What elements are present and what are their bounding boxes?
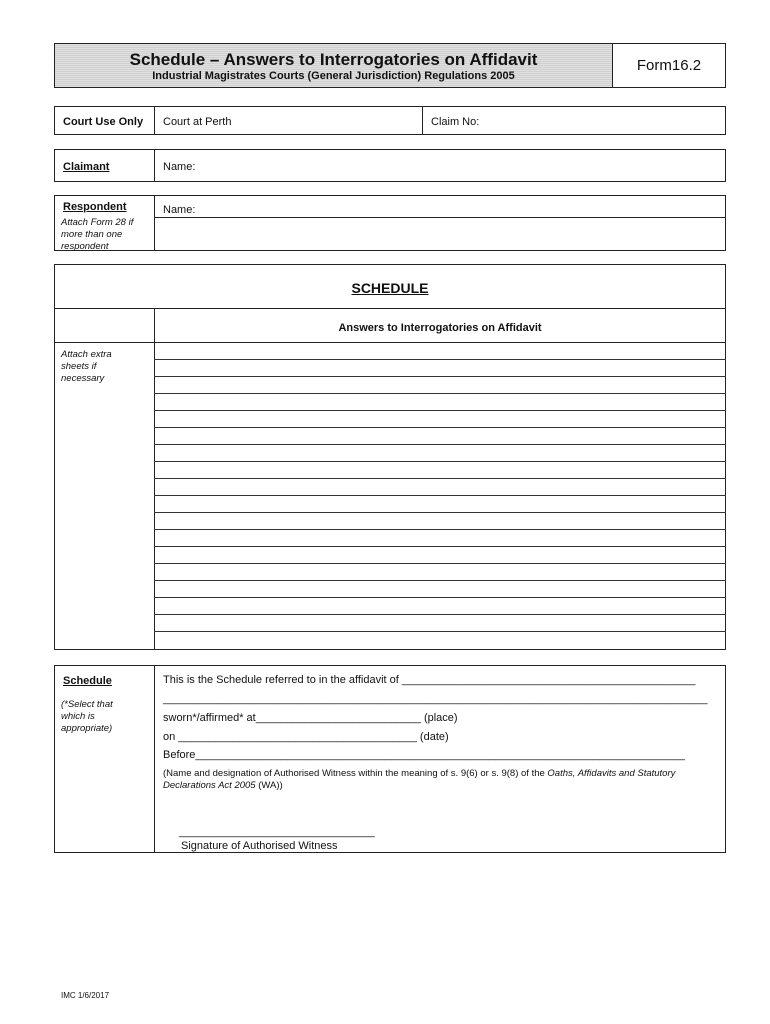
- respondent-note: Attach Form 28 if more than one respondent: [61, 217, 134, 252]
- schedule-heading: SCHEDULE: [351, 280, 429, 296]
- form-subtitle: Industrial Magistrates Courts (General Jurisdiction) Regulations 2005: [152, 70, 515, 82]
- answer-line[interactable]: [154, 529, 726, 530]
- court-use-label: Court Use Only: [63, 116, 144, 128]
- claimant-label: Claimant: [63, 161, 110, 173]
- select-note: (*Select that which is appropriate): [61, 699, 113, 734]
- schedule-label: Schedule: [63, 675, 112, 687]
- answer-line[interactable]: [154, 546, 726, 547]
- affidavit-continuation-line[interactable]: _________________________________________________________________________________________: [163, 693, 708, 705]
- before-line[interactable]: Before________________________________________________________________________________: [163, 749, 685, 761]
- answer-lines[interactable]: [154, 343, 726, 648]
- answer-line[interactable]: [154, 393, 726, 394]
- answer-line[interactable]: [154, 410, 726, 411]
- answer-line[interactable]: [154, 512, 726, 513]
- form-title: Schedule – Answers to Interrogatories on Affidavit: [129, 50, 538, 69]
- sworn-at-line[interactable]: sworn*/affirmed* at___________________________ (place): [163, 712, 458, 724]
- answer-line[interactable]: [154, 359, 726, 360]
- answer-line[interactable]: [154, 580, 726, 581]
- form-code: IMC 1/6/2017: [61, 991, 110, 1000]
- witness-note-start: (Name and designation of Authorised Witness within the meaning of s. 9(6) or s. 9(8) of the: [163, 768, 548, 779]
- answer-line[interactable]: [154, 631, 726, 632]
- answer-line[interactable]: [154, 597, 726, 598]
- court-use-row: [54, 106, 726, 135]
- claim-number-field[interactable]: Claim No:: [431, 116, 480, 128]
- answer-line[interactable]: [154, 478, 726, 479]
- witness-note: [163, 768, 683, 792]
- court-location: Court at Perth: [163, 116, 232, 128]
- answer-line[interactable]: [154, 495, 726, 496]
- form-header: [54, 43, 613, 88]
- witness-note-act: Oaths, Affidavits and Statutory Declarations Act 2005: [163, 768, 676, 791]
- signature-line[interactable]: ________________________________: [179, 826, 375, 838]
- answer-line[interactable]: [154, 444, 726, 445]
- attach-sheets-note: Attach extra sheets if necessary: [61, 349, 112, 384]
- answer-line[interactable]: [154, 614, 726, 615]
- claimant-row: [54, 149, 726, 182]
- claimant-name-field[interactable]: Name:: [163, 161, 196, 173]
- answer-line[interactable]: [154, 563, 726, 564]
- affidavit-of-line[interactable]: This is the Schedule referred to in the affidavit of ________________________________________________: [163, 674, 696, 686]
- respondent-name-field[interactable]: Name:: [163, 204, 196, 216]
- respondent-row: [54, 195, 726, 251]
- answer-line[interactable]: [154, 427, 726, 428]
- declaration-section: [54, 665, 726, 853]
- signature-label: Signature of Authorised Witness: [181, 840, 338, 852]
- answer-line[interactable]: [154, 376, 726, 377]
- answer-line[interactable]: [154, 461, 726, 462]
- witness-note-end: (WA)): [255, 780, 283, 791]
- schedule-subheading: Answers to Interrogatories on Affidavit: [338, 322, 542, 334]
- form-number: Form16.2: [612, 43, 726, 88]
- respondent-label: Respondent: [63, 201, 127, 213]
- date-line[interactable]: on _______________________________________ (date): [163, 731, 449, 743]
